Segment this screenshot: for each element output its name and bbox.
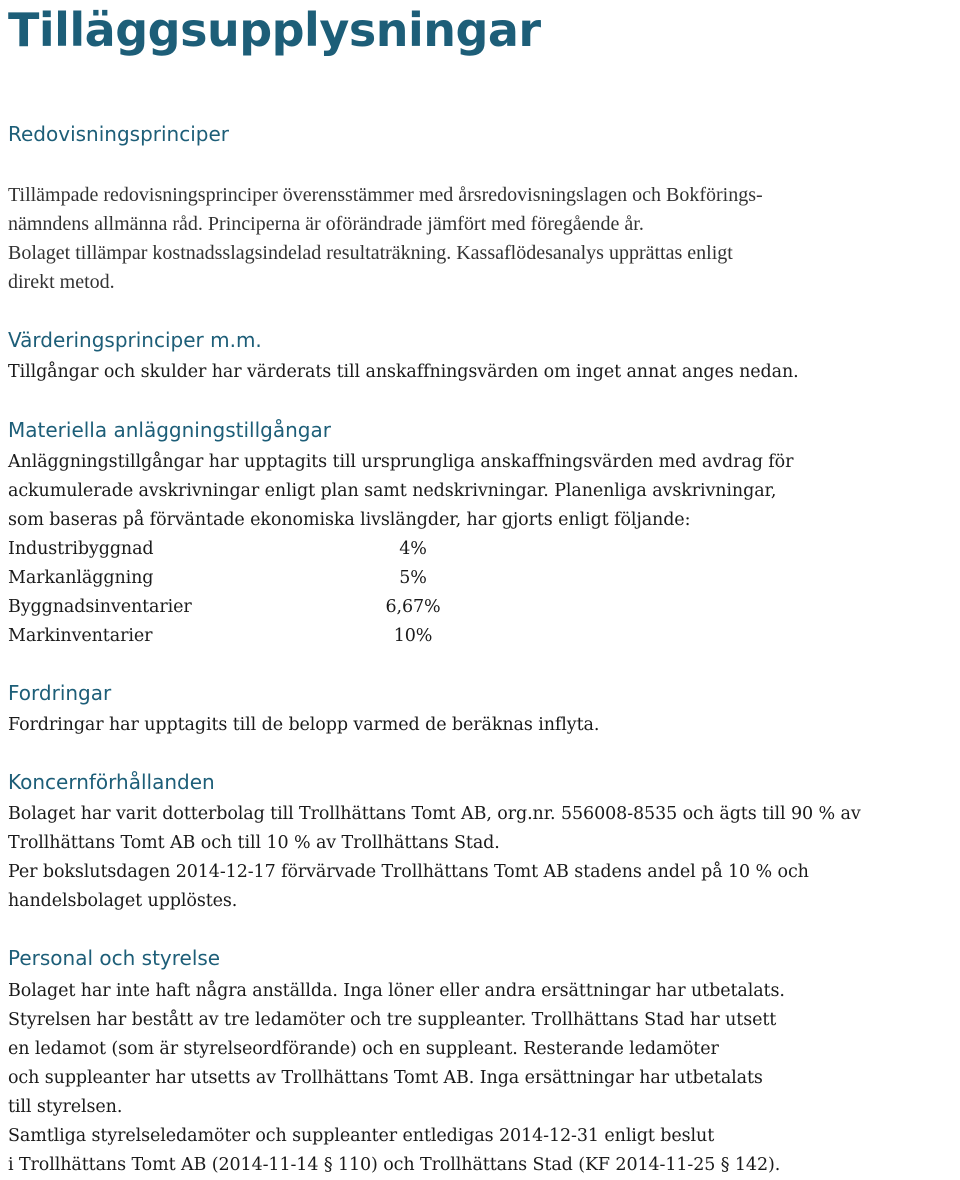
rate-row-industribyggnad	[8, 535, 958, 564]
rate-label: Markanläggning	[8, 568, 154, 588]
paragraph-redovisningsprinciper	[8, 181, 958, 297]
rate-value: 10%	[393, 626, 433, 646]
text-line: Fordringar har upptagits till de belopp varmed de beräknas inflyta.	[8, 715, 600, 735]
rate-label: Industribyggnad	[8, 539, 154, 559]
text-line: i Trollhättans Tomt AB (2014-11-14 § 110) och Trollhättans Stad (KF 2014-11-25 § 142).	[8, 1155, 781, 1175]
text-line: Trollhättans Tomt AB och till 10 % av Trollhättans Stad.	[8, 833, 500, 853]
text-line: en ledamot (som är styrelseordförande) och en suppleant. Resterande ledamöter	[8, 1039, 719, 1059]
rate-row-markinventarier	[8, 622, 958, 651]
rate-value: 5%	[399, 568, 427, 588]
page-title: Tilläggsupplysningar	[8, 3, 541, 57]
heading-materiella-anlaggningstillgangar: Materiella anläggningstillgångar	[8, 418, 331, 442]
text-line: Bolaget har inte haft några anställda. Inga löner eller andra ersättningar har utbetalats.	[8, 981, 785, 1001]
heading-varderingsprinciper: Värderingsprinciper m.m.	[8, 328, 262, 352]
text-line: nämndens allmänna råd. Principerna är oförändrade jämfört med föregående år.	[8, 213, 644, 235]
heading-redovisningsprinciper: Redovisningsprinciper	[8, 122, 229, 146]
paragraph-fordringar	[8, 711, 958, 740]
rate-label: Markinventarier	[8, 626, 153, 646]
text-line: Styrelsen har bestått av tre ledamöter och tre suppleanter. Trollhättans Stad har utsett	[8, 1010, 777, 1030]
rate-row-byggnadsinventarier	[8, 593, 958, 622]
heading-fordringar: Fordringar	[8, 681, 112, 705]
text-line: till styrelsen.	[8, 1097, 123, 1117]
rate-value: 4%	[399, 539, 427, 559]
text-line: Tillgångar och skulder har värderats till anskaffningsvärden om inget annat anges nedan.	[8, 362, 799, 382]
text-line: som baseras på förväntade ekonomiska livslängder, har gjorts enligt följande:	[8, 510, 691, 530]
text-line: Samtliga styrelseledamöter och suppleanter entledigas 2014-12-31 enligt beslut	[8, 1126, 715, 1146]
text-line: Anläggningstillgångar har upptagits till ursprungliga anskaffningsvärden med avdrag för	[8, 452, 794, 472]
rate-value: 6,67%	[385, 597, 441, 617]
rate-label: Byggnadsinventarier	[8, 597, 192, 617]
paragraph-materiella-anlaggningstillgangar	[8, 448, 958, 535]
rate-row-markanlaggning	[8, 564, 958, 593]
heading-koncernforhallanden: Koncernförhållanden	[8, 770, 215, 794]
text-line: Per bokslutsdagen 2014-12-17 förvärvade Trollhättans Tomt AB stadens andel på 10 % och	[8, 862, 809, 882]
paragraph-personal-och-styrelse	[8, 977, 958, 1180]
heading-personal-och-styrelse: Personal och styrelse	[8, 946, 221, 970]
depreciation-rate-list	[8, 535, 958, 651]
paragraph-koncernforhallanden	[8, 800, 958, 916]
text-line: och suppleanter har utsetts av Trollhättans Tomt AB. Inga ersättningar har utbetalats	[8, 1068, 763, 1088]
text-line: ackumulerade avskrivningar enligt plan samt nedskrivningar. Planenliga avskrivningar,	[8, 481, 777, 501]
text-line: Bolaget tillämpar kostnadsslagsindelad resultaträkning. Kassaflödesanalys upprättas enligt	[8, 242, 733, 264]
text-line: handelsbolaget upplöstes.	[8, 891, 238, 911]
text-line: Tillämpade redovisningsprinciper överensstämmer med årsredovisningslagen och Bokförings-	[8, 184, 763, 206]
paragraph-varderingsprinciper	[8, 358, 958, 387]
text-line: direkt metod.	[8, 271, 115, 293]
text-line: Bolaget har varit dotterbolag till Trollhättans Tomt AB, org.nr. 556008-8535 och ägts till 90 % av	[8, 804, 861, 824]
